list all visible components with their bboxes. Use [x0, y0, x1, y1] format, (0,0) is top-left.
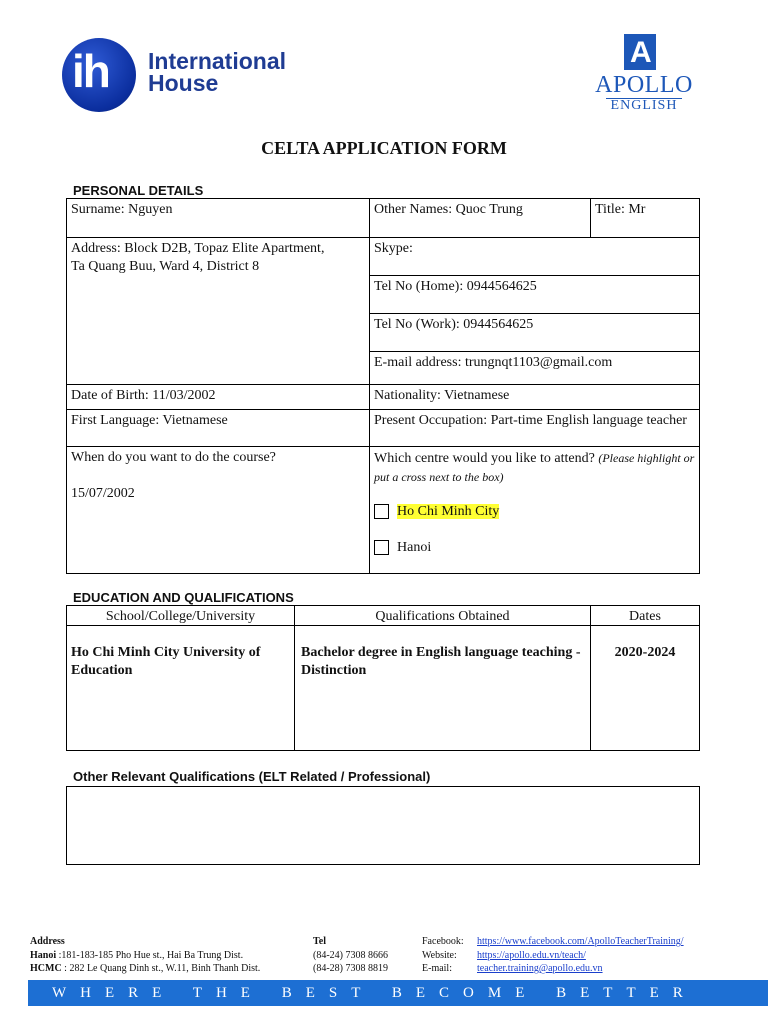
- other-qualifications-box[interactable]: [66, 786, 700, 865]
- centre-option-hcmc[interactable]: [374, 503, 695, 521]
- course-date-question: When do you want to do the course?: [71, 450, 276, 465]
- footer-hcmc-address: HCMC : 282 Le Quang Dinh st., W.11, Binh Thanh Dist.: [30, 963, 261, 974]
- hanoi-checkbox[interactable]: [374, 540, 389, 555]
- hcmc-label: Ho Chi Minh City: [397, 504, 500, 519]
- tel-home-field[interactable]: Tel No (Home): 0944564625: [369, 275, 700, 314]
- email-field[interactable]: E-mail address: trungnqt1103@gmail.com: [369, 351, 700, 385]
- apollo-logo-name: APOLLO: [595, 72, 693, 98]
- tel-work-field[interactable]: Tel No (Work): 0944564625: [369, 313, 700, 352]
- education-qualification-cell[interactable]: Bachelor degree in English language teaching - Distinction: [294, 625, 591, 751]
- other-names-field[interactable]: Other Names: Quoc Trung: [369, 198, 591, 238]
- facebook-label: Facebook:: [422, 936, 464, 947]
- footer-tel-heading: Tel: [313, 936, 326, 947]
- apollo-logo-mark: A: [624, 34, 656, 70]
- hanoi-label: Hanoi: [397, 540, 432, 555]
- slogan-banner: WHERE THE BEST BECOME BETTER: [28, 980, 768, 1006]
- website-label: Website:: [422, 949, 457, 961]
- other-qualifications-heading: Other Relevant Qualifications (ELT Related / Professional): [73, 769, 431, 784]
- education-school-cell[interactable]: Ho Chi Minh City University of Education: [66, 625, 295, 751]
- centre-question: Which centre would you like to attend? (Please highlight or put a cross next to the box): [374, 451, 695, 484]
- surname-field[interactable]: Surname: Nguyen: [66, 198, 370, 238]
- footer-hanoi-address: Hanoi :181-183-185 Pho Hue st., Hai Ba Trung Dist.: [30, 949, 244, 961]
- footer-contact-links: [477, 935, 757, 976]
- email-link[interactable]: teacher.training@apollo.edu.vn: [477, 963, 603, 974]
- education-dates-cell[interactable]: 2020-2024: [590, 625, 700, 751]
- footer-tel-hcmc: (84-28) 7308 8819: [313, 963, 388, 974]
- address-field[interactable]: [66, 237, 370, 385]
- footer-tel-hanoi: (84-24) 7308 8666: [313, 949, 388, 961]
- footer-address-heading: Address: [30, 936, 65, 947]
- col-header-qualifications: Qualifications Obtained: [294, 605, 591, 626]
- hcmc-checkbox[interactable]: [374, 504, 389, 519]
- date-of-birth-field[interactable]: Date of Birth: 11/03/2002: [66, 384, 370, 410]
- website-link[interactable]: https://apollo.edu.vn/teach/: [477, 949, 586, 961]
- footer-tel: [313, 935, 413, 976]
- centre-note: (Please highlight or put a cross next to the box): [374, 451, 695, 484]
- personal-details-heading: PERSONAL DETAILS: [73, 183, 204, 198]
- footer-contact-labels: [422, 935, 478, 976]
- nationality-field[interactable]: Nationality: Vietnamese: [369, 384, 700, 410]
- footer-address: [30, 935, 315, 976]
- course-date-answer: 15/07/2002: [71, 486, 135, 501]
- email-label: E-mail:: [422, 963, 452, 974]
- ih-logo-text: International House: [148, 48, 287, 96]
- title-field[interactable]: Title: Mr: [590, 198, 700, 238]
- apollo-logo-subtitle: ENGLISH: [610, 98, 678, 113]
- col-header-dates: Dates: [590, 605, 700, 626]
- centre-option-hanoi[interactable]: [374, 539, 695, 557]
- facebook-link[interactable]: https://www.facebook.com/ApolloTeacherTraining/: [477, 936, 684, 947]
- skype-field[interactable]: Skype:: [369, 237, 700, 276]
- education-heading: EDUCATION AND QUALIFICATIONS: [73, 590, 294, 605]
- col-header-school: School/College/University: [66, 605, 295, 626]
- course-date-field[interactable]: [66, 446, 370, 574]
- address-line-2: Ta Quang Buu, Ward 4, District 8: [71, 259, 260, 274]
- occupation-field[interactable]: Present Occupation: Part-time English language teacher: [369, 409, 700, 447]
- international-house-logo: [62, 38, 302, 114]
- first-language-field[interactable]: First Language: Vietnamese: [66, 409, 370, 447]
- centre-choice-field: [369, 446, 700, 574]
- apollo-english-logo: [588, 34, 700, 120]
- ih-logo-mark: ih: [62, 38, 136, 112]
- address-line-1: Address: Block D2B, Topaz Elite Apartment,: [71, 241, 325, 256]
- form-title: CELTA APPLICATION FORM: [261, 138, 507, 158]
